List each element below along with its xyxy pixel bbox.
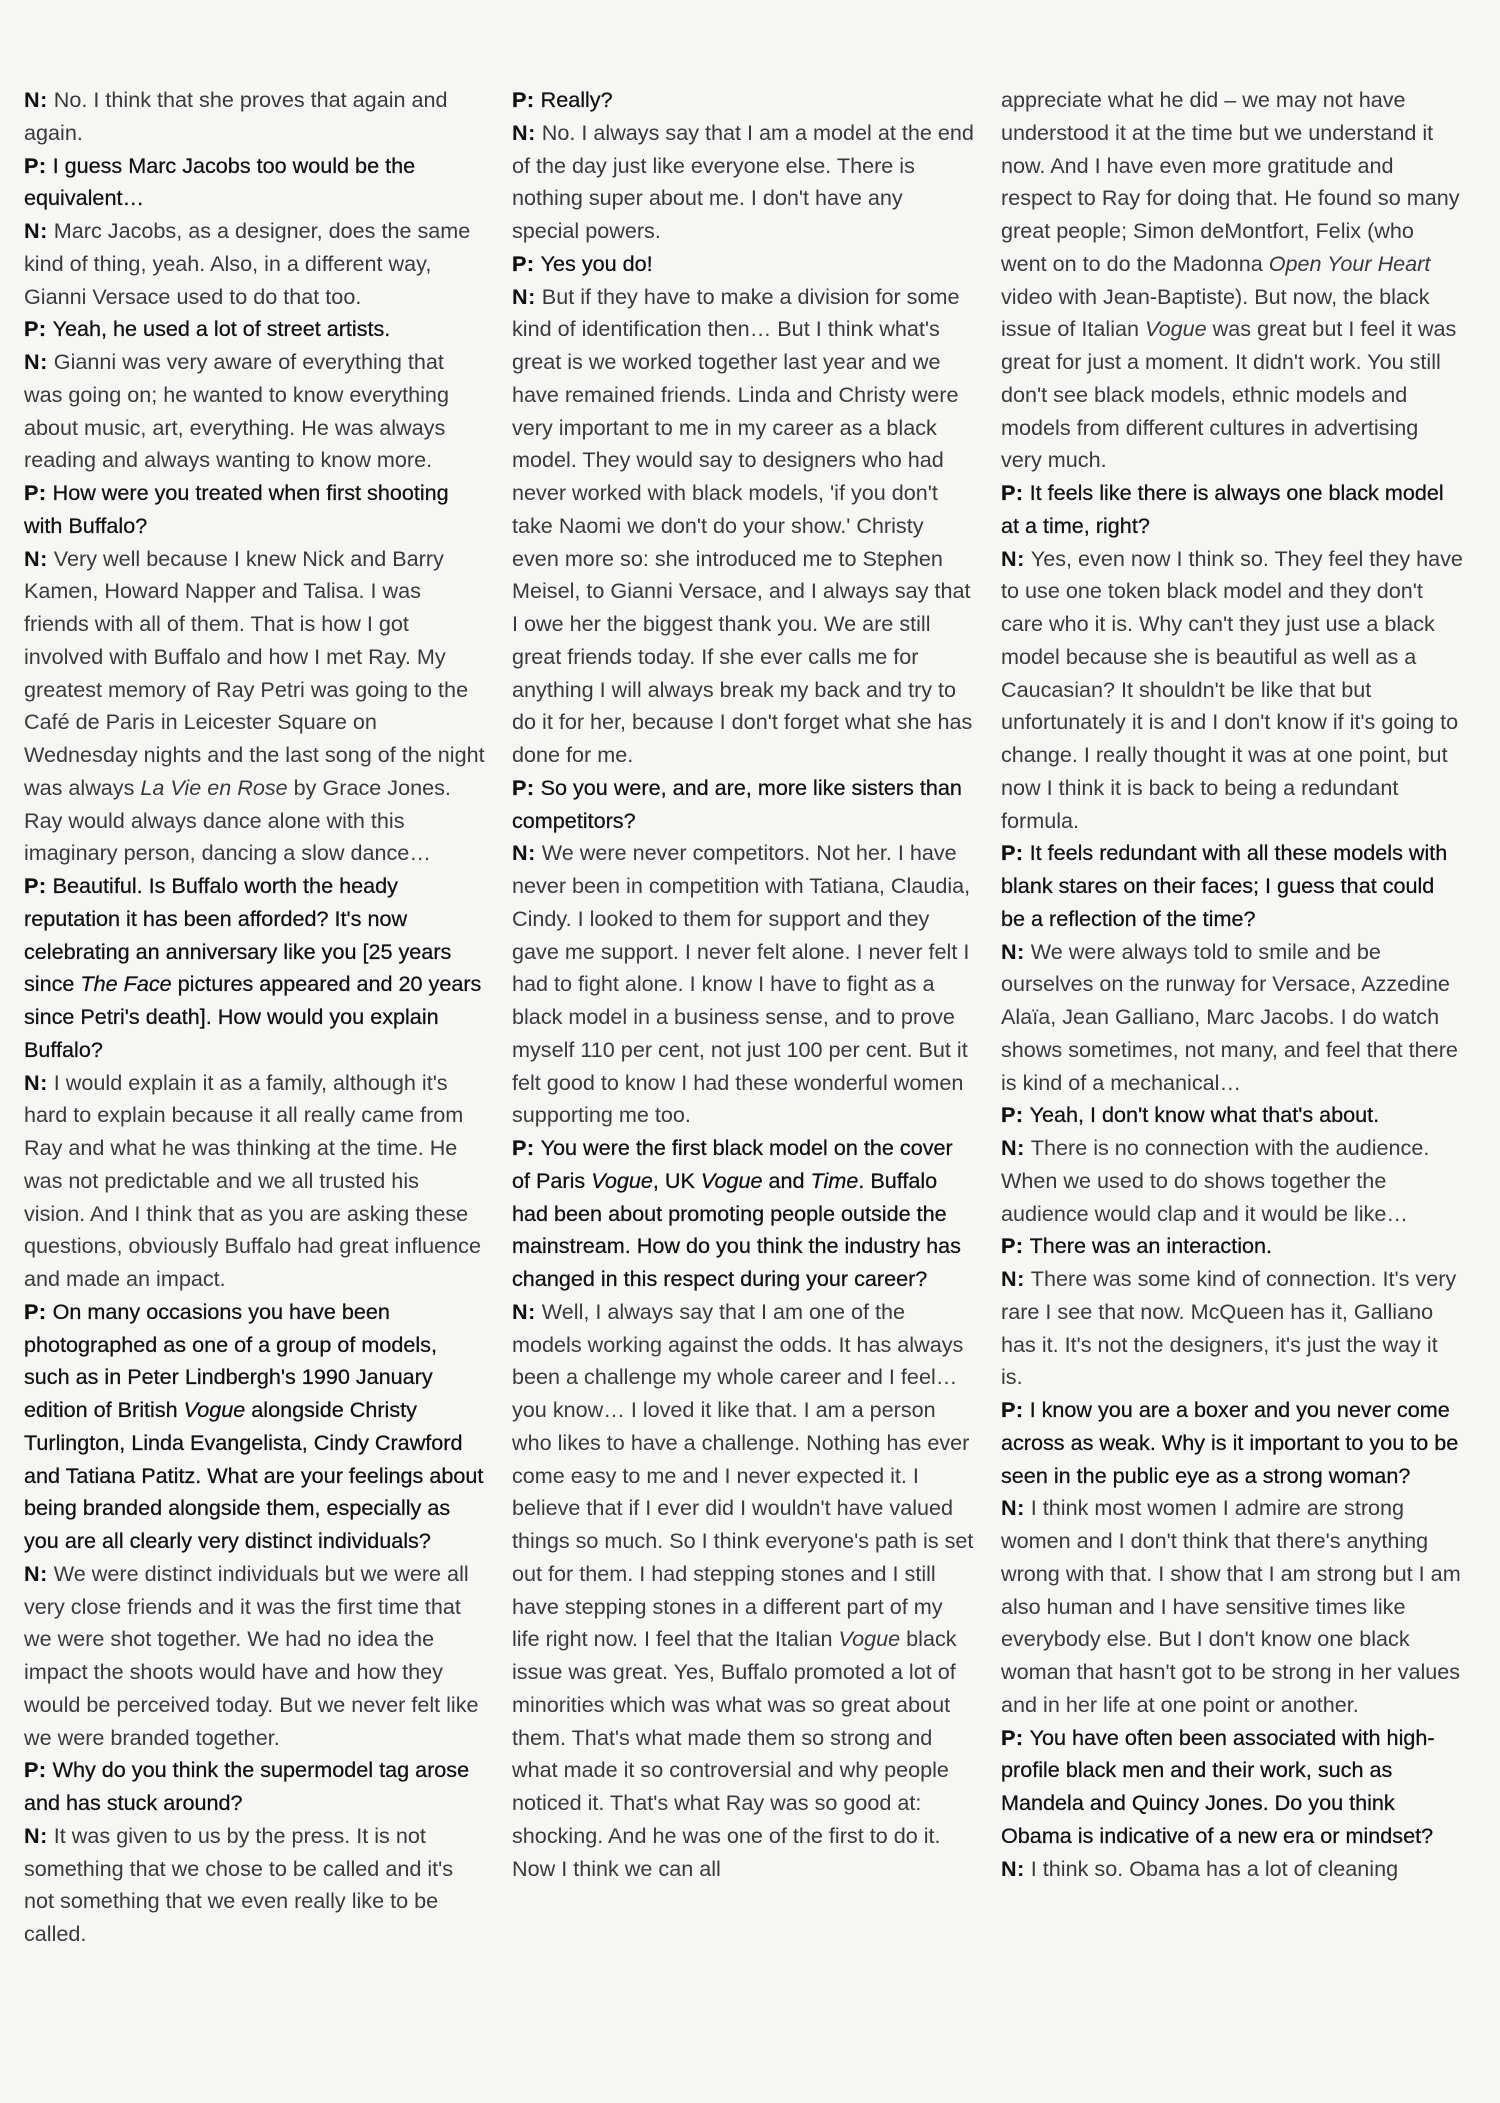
- speaker-label: N:: [24, 1822, 48, 1848]
- interview-answer: [512, 281, 974, 772]
- interview-answer: [24, 84, 486, 150]
- text-segment: I think most women I admire are strong women and I don't think that there's anything wrong with that. I show that I am strong but I am also human and I have sensitive times like everybody else. But I don't know one black woman that hasn't got to be strong in her values and in her life at one point or another.: [1001, 1495, 1461, 1717]
- text-segment: Beautiful. Is Buffalo worth the heady reputation it has been afforded? It's now celebrating an anniversary like you [25 years since: [24, 873, 452, 997]
- speaker-label: N:: [24, 545, 48, 571]
- speaker-label: P:: [24, 480, 47, 505]
- text-column-3: [1001, 84, 1463, 2034]
- text-segment: alongside Christy Turlington, Linda Evangelista, Cindy Crawford and Tatiana Patitz. What are your feelings about being branded alongside them, especially as you are all clearly very distinct individuals?: [24, 1397, 484, 1553]
- text-segment: No. I always say that I am a model at the end of the day just like everyone else. There is nothing super about me. I don't have any special powers.: [512, 119, 974, 243]
- text-segment: We were never competitors. Not her. I have never been in competition with Tatiana, Claudia, Cindy. I looked to them for support and they gave me support. I never felt alone. I never felt I had to fight alone. I know I have to fight as a black model in a business sense, and to prove myself 110 per cent, not just 100 per cent. But it felt good to know I had these wonderful women supporting me too.: [512, 840, 971, 1128]
- speaker-label: N:: [512, 840, 536, 866]
- interview-question: [1001, 1230, 1463, 1263]
- interview-answer: [512, 117, 974, 248]
- speaker-label: N:: [512, 119, 536, 145]
- speaker-label: N:: [1001, 938, 1025, 964]
- interview-answer: [24, 1558, 486, 1755]
- interview-answer: [1001, 1492, 1463, 1721]
- speaker-label: N:: [512, 1298, 536, 1324]
- speaker-label: P:: [512, 87, 535, 112]
- text-segment: Marc Jacobs, as a designer, does the same kind of thing, yeah. Also, in a different way, Gianni Versace used to do that too.: [24, 218, 471, 309]
- interview-question: [1001, 1394, 1463, 1492]
- interview-question: [1001, 1099, 1463, 1132]
- speaker-label: P:: [24, 316, 47, 342]
- text-segment: I know you are a boxer and you never come across as weak. Why is it important to you to be seen in the public eye as a strong woman?: [1001, 1397, 1459, 1488]
- interview-answer: [24, 346, 486, 477]
- interview-answer: [1001, 1263, 1463, 1394]
- interview-answer: [512, 1296, 974, 1886]
- text-segment: Very well because I knew Nick and Barry Kamen, Howard Napper and Talisa. I was friends with all of them. That is how I got involved with Buffalo and how I met Ray. My greatest memory of Ray Petri was going to the Café de Paris in Leicester Square on Wednesday nights and the last song of the night was always: [24, 545, 485, 800]
- text-segment: Really?: [540, 87, 613, 112]
- interview-question: [512, 84, 974, 117]
- italic-title: Time: [810, 1167, 859, 1193]
- italic-title: La Vie en Rose: [140, 774, 288, 800]
- speaker-label: N:: [1001, 1855, 1025, 1881]
- text-segment: Yeah, he used a lot of street artists.: [52, 316, 391, 342]
- italic-title: Vogue: [700, 1167, 763, 1193]
- text-segment: and: [762, 1167, 811, 1193]
- text-segment: Yes you do!: [540, 250, 653, 276]
- text-segment: I would explain it as a family, although it's hard to explain because it all really came from Ray and what he was thinking at the time. He was not predictable and we all trusted his vision. And I think that as you are asking these questions, obviously Buffalo had great influence and made an impact.: [24, 1069, 481, 1291]
- speaker-label: P:: [24, 873, 47, 898]
- text-segment: Yes, even now I think so. They feel they have to use one token black model and they don't care who it is. Why can't they just use a black model because she is beautiful as well as a Caucasian? It shouldn't be like that but unfortunately it is and I don't know if it's going to change. I really thought it was at one point, but now I think it is back to being a redundant formula.: [1001, 545, 1463, 833]
- text-segment: appreciate what he did – we may not have understood it at the time but we understand it now. And I have even more gratitude and respect to Ray for doing that. He found so many great people; Simon deMontfort, Felix (who went on to do the Madonna: [1001, 87, 1460, 276]
- interview-question: [24, 870, 486, 1067]
- interview-question: [24, 1296, 486, 1558]
- speaker-label: P:: [1001, 840, 1024, 866]
- interview-question: [24, 313, 486, 346]
- speaker-label: N:: [24, 1560, 48, 1586]
- text-segment: No. I think that she proves that again and again.: [24, 87, 448, 145]
- text-segment: There was an interaction.: [1029, 1233, 1273, 1259]
- interview-answer: [1001, 1132, 1463, 1230]
- text-segment: On many occasions you have been photographed as one of a group of models, such as in Peter Lindbergh's 1990 January edition of British: [24, 1298, 437, 1422]
- italic-title: The Face: [80, 971, 172, 997]
- text-segment: You were the first black model on the cover of Paris: [512, 1135, 953, 1193]
- interview-answer: [512, 837, 974, 1132]
- italic-title: Vogue: [838, 1626, 901, 1652]
- interview-question: [512, 248, 974, 281]
- text-segment: by Grace Jones. Ray would always dance alone with this imaginary person, dancing a slow dance…: [24, 774, 451, 866]
- text-segment: We were always told to smile and be ourselves on the runway for Versace, Azzedine Alaïa, Jean Galliano, Marc Jacobs. I do watch shows sometimes, not many, and feel that there is kind of a mechanical…: [1001, 938, 1458, 1095]
- text-segment: You have often been associated with high-profile black men and their work, such as Mandela and Quincy Jones. Do you think Obama is indicative of a new era or mindset?: [1001, 1724, 1435, 1848]
- interview-question: [24, 150, 486, 216]
- italic-title: Vogue: [1145, 316, 1207, 342]
- speaker-label: N:: [24, 1069, 48, 1095]
- text-segment: Well, I always say that I am one of the models working against the odds. It has always been a challenge my whole career and I feel… you know… I loved it like that. I am a person who likes to have a challenge. Nothing has ever come easy to me and I never expected it. I believe that if I ever did I wouldn't have valued things so much. So I think everyone's path is set out for them. I had stepping stones and I still have stepping stones in a different part of my life right now. I feel that the Italian: [512, 1298, 974, 1652]
- text-column-2: [512, 84, 974, 2034]
- speaker-label: N:: [512, 283, 536, 309]
- speaker-label: N:: [1001, 545, 1025, 571]
- text-segment: But if they have to make a division for some kind of identification then… But I think what's great is we worked together last year and we have remained friends. Linda and Christy were very important to me in my career as a black model. They would say to designers who had never worked with black models, 'if you don't take Naomi we don't do your show.' Christy even more so: she introduced me to Stephen Meisel, to Gianni Versace, and I always say that I owe her the biggest thank you. We are still great friends today. If she ever calls me for anything I will always break my back and try to do it for her, because I don't forget what she has done for me.: [512, 283, 973, 767]
- interview-question: [1001, 477, 1463, 543]
- interview-question: [24, 477, 486, 543]
- italic-title: Open Your Heart: [1268, 250, 1431, 276]
- text-segment: Gianni was very aware of everything that was going on; he wanted to know everything about music, art, everything. He was always reading and always wanting to know more.: [24, 349, 449, 473]
- text-segment: video with Jean-Baptiste). But now, the black issue of Italian: [1001, 283, 1430, 342]
- text-segment: was great but I feel it was great for just a moment. It didn't work. You still don't see black models, ethnic models and models from different cultures in advertising very much.: [1001, 316, 1457, 473]
- interview-answer: [24, 1067, 486, 1296]
- speaker-label: P:: [24, 1757, 47, 1783]
- speaker-label: N:: [1001, 1495, 1025, 1521]
- text-segment: Why do you think the supermodel tag arose and has stuck around?: [24, 1757, 470, 1815]
- text-segment: It was given to us by the press. It is not something that we chose to be called and it's not something that we even really like to be called.: [24, 1822, 454, 1946]
- speaker-label: P:: [512, 250, 535, 276]
- text-segment: There was some kind of connection. It's very rare I see that now. McQueen has it, Galliano has it. It's not the designers, it's just the way it is.: [1001, 1266, 1457, 1390]
- text-segment: pictures appeared and 20 years since Petri's death]. How would you explain Buffalo?: [24, 971, 482, 1062]
- speaker-label: P:: [512, 1135, 535, 1160]
- interview-answer: [24, 1820, 486, 1951]
- text-segment: It feels like there is always one black model at a time, right?: [1001, 480, 1444, 538]
- text-segment: , UK: [652, 1167, 701, 1193]
- text-segment: Yeah, I don't know what that's about.: [1029, 1102, 1380, 1128]
- speaker-label: N:: [24, 218, 48, 243]
- speaker-label: P:: [24, 152, 47, 178]
- interview-question: [512, 772, 974, 838]
- interview-answer: [24, 543, 486, 871]
- interview-question: [512, 1132, 974, 1296]
- speaker-label: N:: [24, 349, 48, 374]
- interview-answer: [1001, 1853, 1463, 1886]
- text-segment: . Buffalo had been about promoting people outside the mainstream. How do you think the industry has changed in this respect during your career?: [512, 1167, 961, 1291]
- text-segment: We were distinct individuals but we were all very close friends and it was the first time that we were shot together. We had no idea the impact the shoots would have and how they would be perceived today. But we never felt like we were branded together.: [24, 1560, 479, 1750]
- interview-answer: [24, 215, 486, 313]
- interview-question: [1001, 1722, 1463, 1853]
- interview-answer: [1001, 84, 1463, 477]
- speaker-label: N:: [24, 87, 48, 112]
- speaker-label: N:: [1001, 1266, 1025, 1291]
- interview-question: [1001, 837, 1463, 935]
- text-segment: I guess Marc Jacobs too would be the equivalent…: [24, 152, 416, 211]
- speaker-label: N:: [1001, 1135, 1025, 1160]
- text-segment: It feels redundant with all these models with blank stares on their faces; I guess that could be a reflection of the time?: [1001, 840, 1448, 931]
- speaker-label: P:: [1001, 1233, 1024, 1259]
- text-column-1: [24, 84, 486, 2034]
- text-segment: So you were, and are, more like sisters than competitors?: [512, 774, 962, 833]
- text-segment: I think so. Obama has a lot of cleaning: [1030, 1855, 1399, 1881]
- speaker-label: P:: [1001, 1397, 1024, 1422]
- text-segment: How were you treated when first shooting with Buffalo?: [24, 480, 449, 538]
- text-segment: There is no connection with the audience. When we used to do shows together the audience would clap and it would be like…: [1001, 1135, 1430, 1226]
- speaker-label: P:: [24, 1298, 47, 1324]
- speaker-label: P:: [1001, 480, 1024, 505]
- text-segment: black issue was great. Yes, Buffalo promoted a lot of minorities which was what was so great about them. That's what made them so strong and what made it so controversial and why people noticed it. That's what Ray was so good at: shocking. And he was one of the first to do it. Now I think we can all: [512, 1626, 957, 1881]
- interview-answer: [1001, 543, 1463, 838]
- speaker-label: P:: [512, 774, 535, 800]
- speaker-label: P:: [1001, 1724, 1024, 1750]
- italic-title: Vogue: [591, 1167, 653, 1193]
- interview-question: [24, 1754, 486, 1820]
- italic-title: Vogue: [183, 1397, 246, 1422]
- interview-answer: [1001, 936, 1463, 1100]
- speaker-label: P:: [1001, 1102, 1024, 1128]
